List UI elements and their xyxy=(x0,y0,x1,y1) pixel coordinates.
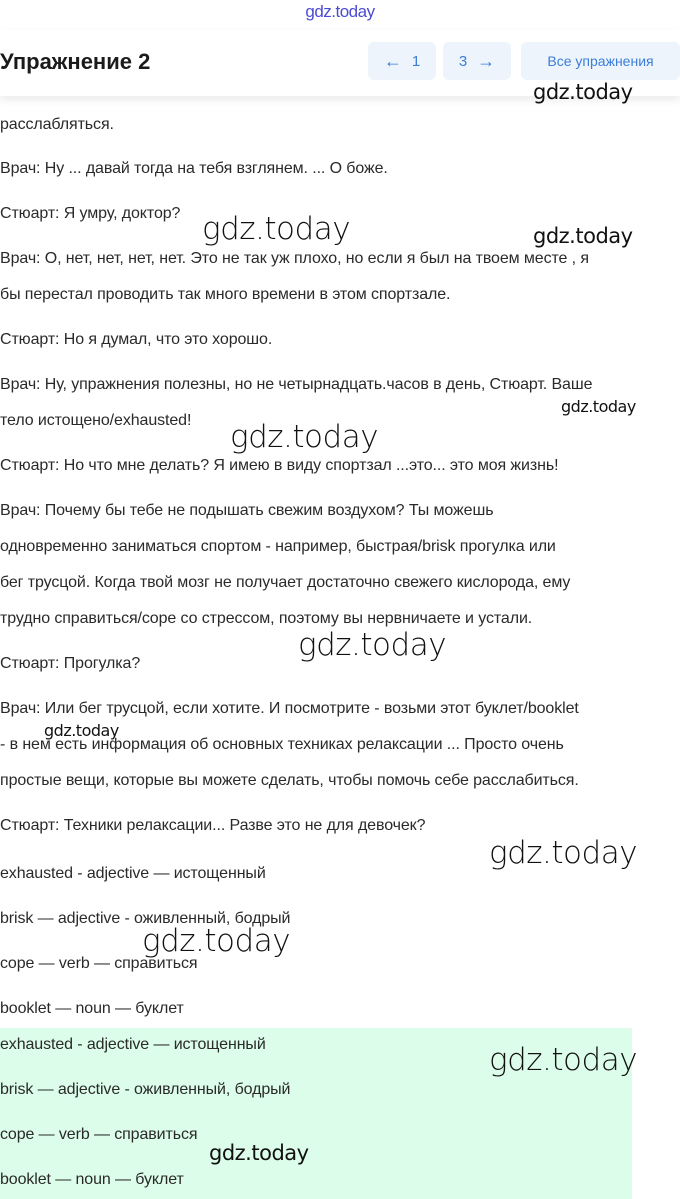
text-line: трудно справиться/cope со стрессом, поэтому вы нервничаете и устали. xyxy=(0,610,533,627)
next-exercise-button[interactable] xyxy=(443,42,511,80)
watermark: gdz.today xyxy=(142,923,291,959)
watermark: gdz.today xyxy=(209,1141,309,1165)
text-line: Стюарт: Я умру, доктор? xyxy=(0,205,181,222)
answer-line: brisk — adjective - оживленный, бодрый xyxy=(0,1081,291,1098)
text-line: Врач: Ну, упражнения полезны, но не четырнадцать.часов в день, Стюарт. Ваше xyxy=(0,376,593,393)
answer-line: booklet — noun — буклет xyxy=(0,1171,184,1188)
text-line: Стюарт: Но что мне делать? Я имею в виду спортзал ...это... это моя жизнь! xyxy=(0,457,559,474)
text-line: одновременно заниматься спортом - например, быстрая/brisk прогулка или xyxy=(0,538,556,555)
vocab-line: cope — verb — справиться xyxy=(0,955,198,972)
watermark: gdz.today xyxy=(489,835,638,871)
text-line: Врач: Почему бы тебе не подышать свежим воздухом? Ты можешь xyxy=(0,502,494,519)
watermark: gdz.today xyxy=(533,80,633,104)
text-line: бы перестал проводить так много времени в этом спортзале. xyxy=(0,286,451,303)
all-exercises-button[interactable]: Все упражнения xyxy=(521,42,680,80)
watermark: gdz.today xyxy=(533,224,633,248)
text-line: Врач: Или бег трусцой, если хотите. И посмотрите - возьми этот буклет/booklet xyxy=(0,700,579,717)
watermark: gdz.today xyxy=(44,721,119,740)
watermark: gdz.today xyxy=(202,211,351,247)
text-line: - в нем есть информация об основных техниках релаксации ... Просто очень xyxy=(0,736,564,753)
prev-exercise-label: 1 xyxy=(411,52,421,70)
text-line: бег трусцой. Когда твой мозг не получает достаточно свежего кислорода, ему xyxy=(0,574,571,591)
text-line: тело истощено/exhausted! xyxy=(0,412,192,429)
text-line: расслабляться. xyxy=(0,116,114,133)
page-title: Упражнение 2 xyxy=(0,49,151,74)
top-watermark: gdz.today xyxy=(305,2,375,21)
arrow-left-icon: ← xyxy=(383,51,402,71)
text-line: Врач: О, нет, нет, нет, нет. Это не так уж плохо, но если я был на твоем месте , я xyxy=(0,250,589,267)
next-exercise-label: 3 xyxy=(458,52,468,70)
text-line: Стюарт: Прогулка? xyxy=(0,655,141,672)
text-line: Стюарт: Но я думал, что это хорошо. xyxy=(0,331,273,348)
vocab-line: booklet — noun — буклет xyxy=(0,1000,184,1017)
text-line: простые вещи, которые вы можете сделать, чтобы помочь себе расслабиться. xyxy=(0,772,579,789)
answer-line: cope — verb — справиться xyxy=(0,1126,198,1143)
text-line: Врач: Ну ... давай тогда на тебя взглянем. ... О боже. xyxy=(0,160,388,177)
vocab-line: exhausted - adjective — истощенный xyxy=(0,865,266,882)
watermark: gdz.today xyxy=(298,627,447,663)
prev-exercise-button[interactable] xyxy=(368,42,436,80)
answer-line: exhausted - adjective — истощенный xyxy=(0,1036,266,1053)
text-line: Стюарт: Техники релаксации... Разве это не для девочек? xyxy=(0,817,426,834)
arrow-right-icon: → xyxy=(477,51,496,71)
watermark: gdz.today xyxy=(489,1042,638,1078)
watermark: gdz.today xyxy=(230,419,379,455)
watermark: gdz.today xyxy=(561,397,636,416)
vocab-line: brisk — adjective - оживленный, бодрый xyxy=(0,910,291,927)
